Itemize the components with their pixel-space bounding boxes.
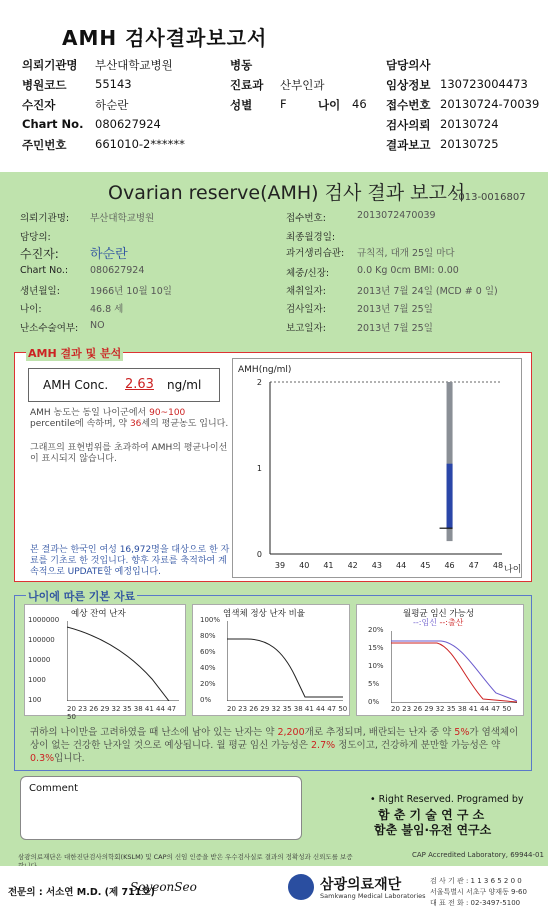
info-label: 생년월일:	[20, 286, 60, 297]
x-tick-label: 43	[371, 561, 382, 570]
interp-text-2: percentile에 속하며, 약	[30, 419, 128, 429]
data-source-note: 본 결과는 한국인 여성 16,972명을 대상으로 한 자료를 기초로 한 것입니다. 향후 자료를 축적하여 계속적으로 UPDATE할 예정입니다.	[30, 545, 230, 577]
y-tick-label: 2	[256, 378, 262, 387]
x-tick-label: 41	[323, 561, 334, 570]
amh-conc-label: AMH Conc.	[43, 378, 109, 392]
info-label: 검사일자:	[286, 304, 326, 315]
document-number: 2013-0016807	[452, 192, 526, 203]
header-label: 결과보고	[386, 138, 431, 152]
info-label: 접수번호:	[286, 213, 326, 224]
summary-eggs: 2,200	[277, 727, 305, 738]
interp-text-1: AMH 농도는 동일 나이군에서	[30, 408, 147, 418]
rights-lab2: 함춘 불임·유전 연구소	[374, 823, 492, 837]
info-value: 2013년 7월 25일	[357, 304, 433, 315]
info-label: Chart No.:	[20, 265, 69, 276]
header-label: 임상정보	[386, 78, 431, 92]
summary-2: 개로 추정되며, 배란되는 난자 중 약	[304, 727, 452, 738]
g2-y-tick: 80%	[200, 632, 216, 640]
header-value: 하순란	[95, 98, 129, 112]
info-value: 2013년 7월 25일	[357, 323, 433, 334]
x-tick-label: 39	[274, 561, 286, 570]
summary-normal: 5%	[454, 727, 470, 738]
x-tick-label: 48	[492, 561, 504, 570]
header-value: 661010-2******	[95, 137, 185, 151]
header-label: 진료과	[230, 78, 264, 92]
page-title: AMH 검사결과보고서	[62, 26, 268, 50]
y-tick-label: 1	[256, 464, 262, 473]
rights-lab1: 함 춘 기 술 연 구 소	[378, 808, 485, 822]
info-value: NO	[90, 320, 105, 331]
graph-pregnancy-rate	[356, 604, 524, 716]
amh-conc-unit: ng/ml	[167, 378, 202, 392]
header-value: 산부인과	[280, 78, 325, 92]
g3-y-tick: 5%	[368, 680, 380, 688]
g1-y-tick: 100000	[28, 636, 55, 644]
g1-y-tick: 1000	[28, 676, 46, 684]
info-label: 채취일자:	[286, 286, 326, 297]
graph1-x-ticks: 20 23 26 29 32 35 38 41 44 47 50	[67, 705, 177, 721]
interp-note: 그래프의 표현범위를 초과하여 AMH의 평균나이선이 표시되지 않습니다.	[30, 443, 228, 464]
header-label: 의뢰기관명	[22, 58, 78, 72]
info-value: 1966년 10월 10일	[90, 286, 172, 297]
basic-summary	[30, 726, 520, 765]
header-value: 55143	[95, 77, 132, 91]
info-label: 난소수술여부:	[20, 323, 79, 334]
info-label: 체중/신장:	[286, 268, 330, 279]
x-tick-label: 47	[468, 561, 479, 570]
info-label: 과거생리습관:	[286, 248, 345, 259]
info-value: 2013년 7월 24일 (MCD # 0 일)	[357, 286, 498, 297]
summary-5: 입니다.	[54, 753, 85, 764]
interp-age: 36	[129, 419, 142, 429]
g3-y-tick: 20%	[368, 626, 384, 634]
header-label: Chart No.	[22, 117, 84, 131]
info-value: 규칙적, 대개 25일 마다	[357, 248, 455, 259]
legend-birth: 출산	[447, 618, 464, 627]
g1-y-tick: 10000	[28, 656, 51, 664]
info-label: 나이:	[20, 304, 42, 315]
g3-y-tick: 15%	[368, 644, 384, 652]
amh-chart	[232, 358, 522, 578]
comment-box	[20, 776, 302, 840]
info-label: 수진자:	[20, 247, 59, 261]
g2-y-tick: 100%	[200, 616, 221, 624]
graph2-curve	[227, 621, 343, 701]
org-info-line: 검 사 기 관 : 1 1 3 6 5 2 0 0	[430, 877, 522, 885]
g1-y-tick: 100	[28, 696, 42, 704]
report-title: Ovarian reserve(AMH) 검사 결과 보고서	[108, 182, 466, 204]
x-tick-label: 40	[299, 561, 310, 570]
info-label: 담당의:	[20, 232, 51, 243]
info-value: 2013072470039	[357, 210, 436, 221]
header-label: 수진자	[22, 98, 56, 112]
doctor-signature: SoyeonSeo	[130, 880, 197, 894]
graph3-title: 월평균 임신 가능성	[403, 609, 475, 619]
org-info-line: 서울특별시 서초구 양재동 9-60	[430, 888, 527, 896]
header-age-value: 46	[352, 97, 367, 111]
header-age-label: 나이	[318, 98, 341, 112]
header-value: 130723004473	[440, 77, 528, 91]
graph3-curves	[391, 631, 517, 703]
g2-y-tick: 60%	[200, 648, 216, 656]
x-tick-label: 46	[444, 561, 455, 570]
header-value: 20130725	[440, 137, 499, 151]
amh-interpretation	[30, 408, 230, 430]
g2-y-tick: 0%	[200, 696, 212, 704]
header-value: F	[280, 97, 287, 111]
header-value: 080627924	[95, 117, 161, 131]
graph2-x-ticks: 20 23 26 29 32 35 38 41 44 47 50	[227, 705, 348, 713]
x-axis-label: 나이	[504, 565, 522, 575]
doctor-label: 전문의 : 서소연 M.D. (제 711호)	[8, 887, 155, 898]
amh-range-bar	[447, 464, 453, 529]
org-subname: Samkwang Medical Laboratories	[320, 892, 426, 900]
graph3-legend: --:임신 --:출산	[413, 618, 464, 627]
cap-text: CAP Accredited Laboratory, 69944-01	[412, 851, 544, 859]
interp-text-3: 세의 평균농도 입니다.	[141, 419, 229, 429]
header-label: 주민번호	[22, 138, 67, 152]
amh-conc-box	[28, 368, 220, 402]
header-label: 검사의뢰	[386, 118, 431, 132]
y-tick-label: 0	[256, 550, 262, 559]
summary-pregnancy: 2.7%	[311, 740, 336, 751]
header-label: 병원코드	[22, 78, 67, 92]
cert-text: 삼광의료재단은 대한진단검사의학회(KSLM) 및 CAP의 신임 인증을 받은 우수검사실로 결과의 정확성과 신뢰도를 보증	[18, 853, 353, 861]
g1-y-tick: 1000000	[28, 616, 60, 624]
g3-y-tick: 10%	[368, 662, 384, 670]
info-value: 하순란	[90, 247, 128, 262]
graph1-curve	[67, 621, 179, 701]
x-tick-label: 45	[420, 561, 431, 570]
info-value: 0.0 Kg 0cm BMI: 0.00	[357, 265, 459, 276]
x-tick-label: 42	[347, 561, 358, 570]
amh-result-label: AMH 결과 및 분석	[28, 347, 122, 360]
g2-y-tick: 40%	[200, 664, 216, 672]
basic-data-label: 나이에 따른 기본 자료	[28, 590, 136, 603]
summary-3: 가 염색체이상이 없는 건강한 난자일 것으로 예상됩니다. 월 평균 임신 가능성은	[30, 727, 519, 751]
comment-label: Comment	[29, 783, 78, 794]
g2-y-tick: 20%	[200, 680, 216, 688]
header-value: 20130724-70039	[440, 97, 540, 111]
rights-line: • Right Reserved. Programed by	[370, 794, 524, 805]
info-label: 최종월경일:	[286, 232, 336, 243]
header-label: 성별	[230, 98, 253, 112]
g3-y-tick: 0%	[368, 698, 380, 706]
graph1-title: 예상 잔여 난자	[71, 609, 126, 619]
x-tick-label: 44	[396, 561, 407, 570]
info-label: 보고일자:	[286, 323, 326, 334]
info-value: 부산대학교병원	[90, 213, 155, 224]
header-label: 접수번호	[386, 98, 431, 112]
info-value: 46.8 세	[90, 304, 124, 315]
summary-birth: 0.3%	[30, 753, 55, 764]
graph2-title: 염색체 정상 난자 비율	[223, 609, 306, 619]
header-value: 부산대학교병원	[95, 58, 173, 72]
org-name: 삼광의료재단	[320, 877, 402, 893]
info-value: 080627924	[90, 265, 145, 276]
summary-4: 정도이고, 건강하게 분만할 가능성은 약	[338, 740, 501, 751]
header-label: 담당의사	[386, 58, 431, 72]
header-label: 병동	[230, 58, 253, 72]
org-info-line: 대 표 전 화 : 02-3497-5100	[430, 899, 521, 907]
y-axis-label: AMH(ng/ml)	[238, 365, 292, 375]
org-logo-icon	[288, 874, 314, 900]
graph3-x-ticks: 20 23 26 29 32 35 38 41 44 47 50	[391, 705, 512, 713]
info-label: 의뢰기관명:	[20, 213, 70, 224]
header-value: 20130724	[440, 117, 499, 131]
interp-percentile: 90~100	[149, 408, 186, 418]
summary-1: 귀하의 나이만을 고려하였을 때 난소에 남아 있는 난자는 약	[30, 727, 275, 738]
amh-conc-value: 2.63	[125, 377, 154, 392]
legend-pregnancy: 임신	[421, 618, 437, 627]
